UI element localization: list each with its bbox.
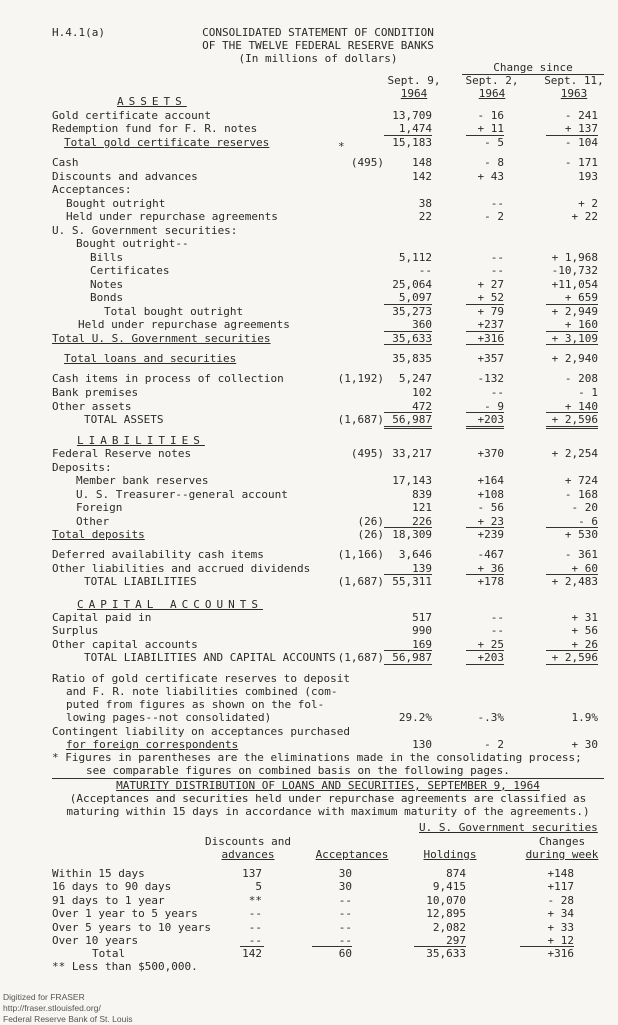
maturity-discounts: 137 [242,867,262,880]
change-week: -- [490,611,504,624]
statement-title-line-1: CONSOLIDATED STATEMENT OF CONDITION [202,26,434,39]
total-rule [546,650,598,651]
maturity-acceptances: 60 [338,947,352,960]
liabilities-heading: LIABILITIES [77,434,205,447]
footnote-line-1: * Figures in parentheses are the eliminations made in the consolidating process; [52,751,582,764]
changes-header-2: during week [525,848,599,861]
total-rule [466,344,504,345]
value-sept9: 226 [412,515,432,528]
value-sept9: 56,987 [392,651,432,664]
maturity-holdings: 10,070 [426,894,466,907]
change-year: -10,732 [551,264,598,277]
change-year: + 26 [571,638,598,651]
row-label: Capital paid in [52,611,152,624]
row-label: U. S. Government securities: [52,224,238,237]
value-sept9: 360 [412,318,432,331]
value-sept9: 148 [412,156,432,169]
maturity-row-label: Over 1 year to 5 years [52,907,198,920]
value-sept9: 35,273 [392,305,432,318]
statement-title-line-2: OF THE TWELVE FEDERAL RESERVE BANKS [202,39,434,52]
maturity-discounts: 142 [242,947,262,960]
maturity-holdings: 297 [446,934,466,947]
maturity-holdings: 9,415 [432,880,466,893]
row-label: Other liabilities and accrued dividends [52,562,311,575]
maturity-acceptances: -- [338,894,352,907]
change-year: + 2,254 [551,447,598,460]
total-rule [546,412,598,413]
total-rule [466,135,504,136]
value-sept9: 121 [412,501,432,514]
col-sept11-header-2: 1963 [560,87,588,100]
value-sept9: -- [418,264,432,277]
change-week: -132 [477,372,504,385]
maturity-total-rule [312,946,352,947]
total-rule [384,527,432,528]
col-sept9-header-1: Sept. 9, [387,74,441,87]
elimination-value: (1,166) [337,548,384,561]
value-sept9: 5,247 [398,372,432,385]
value-sept9: 3,646 [398,548,432,561]
change-week: +357 [477,352,504,365]
total-rule [546,527,598,528]
govt-securities-group-header: U. S. Government securities [419,821,598,834]
acceptances-header: Acceptances [315,848,389,861]
value-sept9: 22 [418,210,432,223]
maturity-row-label: Over 10 years [52,934,139,947]
value-sept9: 472 [412,400,432,413]
elimination-value: (26) [357,515,384,528]
maturity-footnote: ** Less than $500,000. [52,960,198,973]
footnote-line-2: see comparable figures on combined basis on the following pages. [86,764,510,777]
maturity-total-rule [414,946,466,947]
change-week: -- [490,251,504,264]
ratio-change-week: -.3% [477,711,504,724]
row-label: Other assets [52,400,132,413]
row-label: Other capital accounts [52,638,198,651]
change-week: + 52 [477,291,504,304]
value-sept9: 517 [412,611,432,624]
ratio-label-2: and F. R. note liabilities combined (com- [66,685,338,698]
row-label: Bought outright [66,197,166,210]
maturity-total-rule [240,946,264,947]
value-sept9: 17,143 [392,474,432,487]
total-rule [466,331,504,332]
row-label: TOTAL LIABILITIES [84,575,197,588]
total-rule [384,426,432,429]
change-year: + 724 [564,474,598,487]
row-label: Held under repurchase agreements [66,210,278,223]
value-sept9: 25,064 [392,278,432,291]
change-year: - 208 [564,372,598,385]
total-rule [546,574,598,575]
elimination-value: (495) [350,447,384,460]
change-week: +370 [477,447,504,460]
maturity-subtitle-1: (Acceptances and securities held under repurchase agreements are classified as [69,792,587,805]
row-label: Total deposits [52,528,145,541]
change-year: + 2,596 [551,651,598,664]
change-week: +108 [477,488,504,501]
total-rule [384,650,432,651]
total-rule [546,135,598,136]
maturity-changes: + 12 [547,934,574,947]
value-sept9: 56,987 [392,413,432,426]
ratio-value: 29.2% [398,711,432,724]
change-week: +316 [477,332,504,345]
change-year: + 2,949 [551,305,598,318]
total-rule [384,331,432,332]
maturity-holdings: 874 [446,867,466,880]
elimination-value: (1,687) [337,413,384,426]
total-rule [384,574,432,575]
change-year: + 530 [564,528,598,541]
row-label: Other [76,515,110,528]
change-week: +178 [477,575,504,588]
maturity-row-label: Within 15 days [52,867,145,880]
row-label: Certificates [90,264,170,277]
change-year: - 171 [564,156,598,169]
maturity-acceptances: -- [338,934,352,947]
capital-accounts-heading: CAPITAL ACCOUNTS [77,598,263,611]
value-sept9: 139 [412,562,432,575]
row-label: Deferred availability cash items [52,548,264,561]
change-week: -- [490,624,504,637]
row-label: Member bank reserves [76,474,209,487]
digitized-line-2: http://fraser.stlouisfed.org/ [3,1003,101,1013]
total-rule [546,344,598,345]
row-label: Held under repurchase agreements [78,318,290,331]
value-sept9: 55,311 [392,575,432,588]
value-sept9: 169 [412,638,432,651]
total-rule [384,304,432,305]
maturity-holdings: 2,082 [432,921,466,934]
change-year: - 1 [578,386,598,399]
change-week: + 23 [477,515,504,528]
row-label: Bonds [90,291,124,304]
ratio-label-3: puted from figures as shown on the fol- [66,698,325,711]
change-year: +11,054 [551,278,598,291]
row-label: Redemption fund for F. R. notes [52,122,258,135]
changes-header-1: Changes [538,835,586,848]
maturity-total-rule [520,946,574,947]
elimination-value: (1,687) [337,575,384,588]
contingent-label-1: Contingent liability on acceptances purchased [52,725,351,738]
maturity-changes: +117 [547,880,574,893]
maturity-row-label: Over 5 years to 10 years [52,921,211,934]
change-year: 193 [578,170,598,183]
contingent-change-year: + 30 [571,738,598,751]
change-since-header: Change since [493,61,573,74]
maturity-discounts: -- [248,907,262,920]
change-year: - 104 [564,136,598,149]
change-week: + 43 [477,170,504,183]
row-label: Notes [90,278,124,291]
value-sept9: 33,217 [392,447,432,460]
change-year: + 140 [564,400,598,413]
value-sept9: 102 [412,386,432,399]
change-year: - 20 [571,501,598,514]
value-sept9: 5,112 [398,251,432,264]
holdings-header: Holdings [423,848,477,861]
change-year: - 168 [564,488,598,501]
total-rule [466,527,504,528]
total-rule [384,135,432,136]
change-year: - 241 [564,109,598,122]
row-label: Cash items in process of collection [52,372,284,385]
change-year: + 137 [564,122,598,135]
change-week: - 56 [477,501,504,514]
maturity-acceptances: 30 [338,880,352,893]
change-year: + 659 [564,291,598,304]
maturity-holdings: 12,895 [426,907,466,920]
elimination-value: (1,687) [337,651,384,664]
change-week: -- [490,264,504,277]
col-sept2-header-2: 1964 [478,87,506,100]
row-label: Total loans and securities [64,352,237,365]
change-week: + 27 [477,278,504,291]
total-rule [466,650,504,651]
row-label: Cash [52,156,79,169]
ratio-label-1: Ratio of gold certificate reserves to deposit [52,672,351,685]
elimination-value: (495) [350,156,384,169]
maturity-changes: - 28 [547,894,574,907]
maturity-holdings: 35,633 [426,947,466,960]
maturity-discounts: ** [248,894,262,907]
digitized-line-3: Federal Reserve Bank of St. Louis [3,1014,133,1024]
document-id: H.4.1(a) [52,26,105,39]
change-year: + 60 [571,562,598,575]
total-rule [466,304,504,305]
change-year: + 31 [571,611,598,624]
change-week: + 11 [477,122,504,135]
change-year: + 2,483 [551,575,598,588]
value-sept9: 5,097 [398,291,432,304]
value-sept9: 15,183 [392,136,432,149]
maturity-discounts: -- [248,921,262,934]
value-sept9: 35,633 [392,332,432,345]
value-sept9: 13,709 [392,109,432,122]
total-rule [466,574,504,575]
maturity-acceptances: -- [338,921,352,934]
change-week: - 9 [484,400,504,413]
maturity-row-label: Total [92,947,126,960]
maturity-changes: + 34 [547,907,574,920]
change-week: + 79 [477,305,504,318]
change-year: + 2,596 [551,413,598,426]
maturity-changes: +316 [547,947,574,960]
total-rule [384,344,432,345]
change-week: -- [490,386,504,399]
change-week: + 25 [477,638,504,651]
col-sept11-header-1: Sept. 11, [544,74,604,87]
change-year: + 160 [564,318,598,331]
change-year: + 56 [571,624,598,637]
value-sept9: 1,474 [398,122,432,135]
value-sept9: 142 [412,170,432,183]
assets-heading: ASSETS [117,95,187,108]
value-sept9: 990 [412,624,432,637]
col-sept9-header-2: 1964 [400,87,428,100]
maturity-subtitle-2: maturing within 15 days in accordance with maximum maturity of the agreements.) [66,805,590,818]
maturity-row-label: 91 days to 1 year [52,894,165,907]
change-week: + 36 [477,562,504,575]
change-week: - 5 [484,136,504,149]
row-label: Total U. S. Government securities [52,332,271,345]
total-rule [546,331,598,332]
row-label: Bank premises [52,386,139,399]
change-year: + 2,940 [551,352,598,365]
row-label: Surplus [52,624,99,637]
total-rule [384,664,432,665]
total-rule [466,426,504,429]
maturity-title: MATURITY DISTRIBUTION OF LOANS AND SECURITIES, SEPTEMBER 9, 1964 [116,779,540,792]
value-sept9: 38 [418,197,432,210]
row-label: Foreign [76,501,123,514]
maturity-discounts: 5 [255,880,262,893]
change-week: -467 [477,548,504,561]
contingent-change-week: - 2 [484,738,504,751]
change-week: - 16 [477,109,504,122]
discounts-header-1: Discounts and [204,835,292,848]
ratio-label-4: lowing pages--not consolidated) [66,711,272,724]
row-label: Deposits: [52,461,112,474]
footnote-marker: * [338,140,345,153]
row-label: Acceptances: [52,183,132,196]
statement-title-line-3: (In millions of dollars) [238,52,398,65]
total-rule [466,664,504,665]
change-year: + 22 [571,210,598,223]
change-week: +239 [477,528,504,541]
change-year: + 3,109 [551,332,598,345]
total-rule [384,412,432,413]
maturity-acceptances: -- [338,907,352,920]
ratio-change-year: 1.9% [571,711,598,724]
row-label: TOTAL ASSETS [84,413,164,426]
maturity-changes: +148 [547,867,574,880]
value-sept9: 35,835 [392,352,432,365]
maturity-row-label: 16 days to 90 days [52,880,172,893]
change-year: + 2 [578,197,598,210]
value-sept9: 839 [412,488,432,501]
maturity-discounts: -- [248,934,262,947]
row-label: Discounts and advances [52,170,198,183]
value-sept9: 18,309 [392,528,432,541]
change-week: +237 [477,318,504,331]
change-week: +164 [477,474,504,487]
elimination-value: (26) [357,528,384,541]
row-label: Gold certificate account [52,109,211,122]
change-week: -- [490,197,504,210]
elimination-value: (1,192) [337,372,384,385]
change-week: +203 [477,651,504,664]
maturity-changes: + 33 [547,921,574,934]
maturity-acceptances: 30 [338,867,352,880]
row-label: U. S. Treasurer--general account [76,488,288,501]
row-label: Bought outright-- [76,237,189,250]
contingent-value: 130 [412,738,432,751]
total-rule [546,304,598,305]
row-label: Total bought outright [104,305,244,318]
change-year: - 6 [578,515,598,528]
change-year: - 361 [564,548,598,561]
total-rule [466,412,504,413]
change-year: + 1,968 [551,251,598,264]
total-rule [546,664,598,665]
row-label: Federal Reserve notes [52,447,192,460]
discounts-header-2: advances [221,848,275,861]
change-week: - 2 [484,210,504,223]
change-week: +203 [477,413,504,426]
total-rule [546,426,598,429]
row-label: TOTAL LIABILITIES AND CAPITAL ACCOUNTS [84,651,336,664]
row-label: Total gold certificate reserves [64,136,270,149]
change-week: - 8 [484,156,504,169]
contingent-label-2: for foreign correspondents [66,738,239,751]
row-label: Bills [90,251,124,264]
col-sept2-header-1: Sept. 2, [465,74,519,87]
digitized-line-1: Digitized for FRASER [3,992,85,1002]
